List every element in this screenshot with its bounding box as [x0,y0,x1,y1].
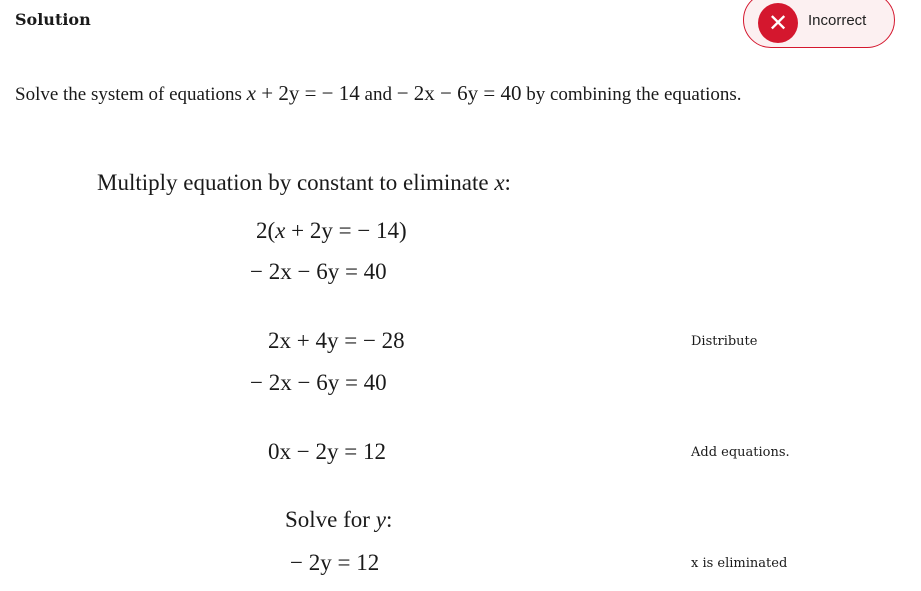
step-note: x is eliminated [691,556,788,571]
step-heading: Multiply equation by constant to eliminate x: [97,170,511,195]
equation-line: − 2x − 6y = 40 [250,370,387,395]
step-note: Distribute [691,334,758,349]
equation-2: − 2x − 6y = 40 [396,81,522,105]
equation-line: − 2x − 6y = 40 [250,259,387,284]
status-label: Incorrect [808,12,867,29]
equation-line: 2(x + 2y = − 14) [256,218,407,243]
problem-statement [15,78,855,110]
prompt-text: and [359,84,397,105]
equation-line: 0x − 2y = 12 [268,439,386,464]
equation-line: 2x + 4y = − 28 [268,328,405,353]
status-badge [743,0,895,48]
x-circle-icon: ✕ [758,3,798,43]
equation-1: x + 2y = − 14 [246,81,360,105]
solution-title: Solution [15,10,91,29]
equation-line: − 2y = 12 [290,550,380,575]
step-subheading: Solve for y: [285,507,393,532]
prompt-text: by combining the equations. [521,84,742,105]
step-note: Add equations. [691,445,790,460]
prompt-text: Solve the system of equations [15,84,247,105]
